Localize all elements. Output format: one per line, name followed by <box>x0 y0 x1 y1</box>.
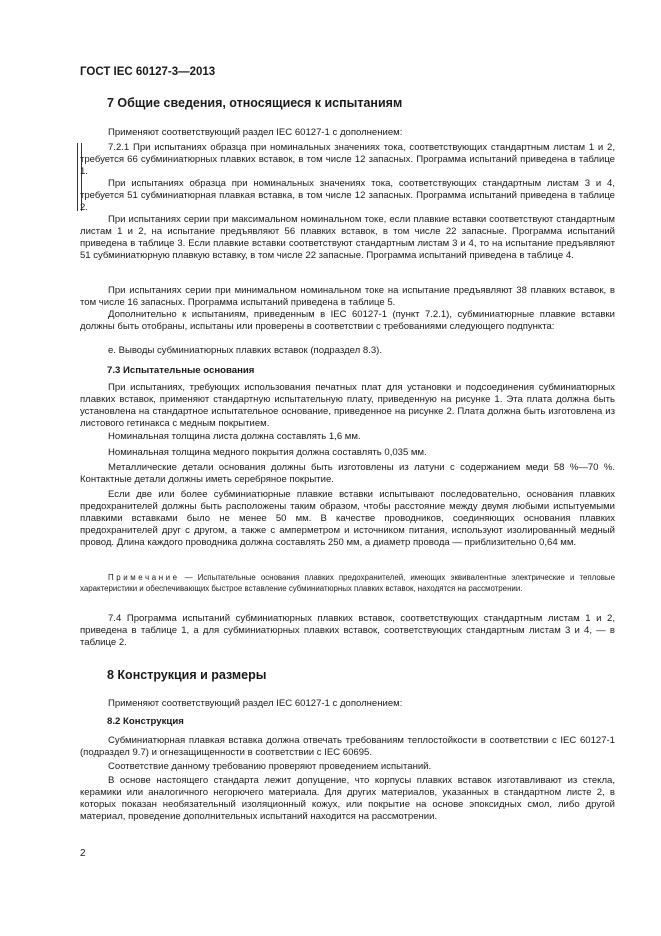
paragraph: Металлические детали основания должны быть изготовлены из латуни с содержанием меди 58 %—70 %. Контактные детали должны иметь серебряное покрытие. <box>80 462 615 486</box>
paragraph: Соответствие данному требованию проверяют проведением испытаний. <box>108 761 432 772</box>
paragraph: Если две или более субминиатюрные плавкие вставки испытывают последовательно, основания плавких предохранителей должны быть расположены таким образом, чтобы расстояние между двумя любыми испытуемыми плавкими вставками было не менее 50 мм. В качестве проводников, соединяющих основания плавких предохранителей друг с другом, а также с амперметром и источником питания, используют изолированный медный провод. Длина каждого проводника должна составлять 250 мм, а диаметр провода — приблизительно 0,64 мм. <box>80 489 615 549</box>
list-item-e: е. Выводы субминиатюрных плавких вставок (подраздел 8.3). <box>108 345 382 356</box>
document-header: ГОСТ IEC 60127-3—2013 <box>80 66 216 78</box>
paragraph: Дополнительно к испытаниям, приведенным в IEC 60127-1 (пункт 7.2.1), субминиатюрные плавкие вставки должны быть отобраны, испытаны или проверены в соответствии с требованиями следующего подпункта: <box>80 309 615 333</box>
paragraph-7-4: 7.4 Программа испытаний субминиатюрных плавких вставок, соответствующих стандартным листам 1 и 2, приведена в таблице 1, а для субминиатюрных плавких вставок, соответствующих стандартным листам 3 и 4, — в таблице 2. <box>80 613 615 649</box>
section-8-title: 8 Конструкция и размеры <box>107 668 267 682</box>
paragraph: При испытаниях, требующих использования печатных плат для установки и подсоединения субминиатюрных плавких вставок, применяют стандартную испытательную плату, приведенную на рисунке 1. Эта плата должна быть установлена на стандартное испытательное основание, приведенное на рисунке 2. Плата должна быть изготовлена из листового гетинакса с медным покрытием. <box>80 382 615 430</box>
paragraph: В основе настоящего стандарта лежит допущение, что корпусы плавких вставок изготавливают из стекла, керамики или аналогичного негорючего материала. Для других материалов, указанных в стандартном листе 2, в которых показан необязательный изоляционный кожух, или покрытие на основе эпоксидных смол, либо другой материал, проведение дополнительных испытаний находится на рассмотрении. <box>80 775 615 823</box>
paragraph-7-2-1: 7.2.1 При испытаниях образца при номинальных значениях тока, соответствующих стандартным листам 1 и 2, требуется 66 субминиатюрных плавких вставок, в том числе 12 запасных. Программа испытаний приведена в таблице 1. <box>80 142 615 178</box>
paragraph: При испытаниях серии при минимальном номинальном токе на испытание предъявляют 38 плавких вставок, в том числе 16 запасных. Программа испытаний приведена в таблице 5. <box>80 285 615 309</box>
section-7-intro: Применяют соответствующий раздел IEC 60127-1 с дополнением: <box>108 127 403 138</box>
paragraph: Номинальная толщина медного покрытия должна составлять 0,035 мм. <box>108 447 427 458</box>
note-label: Примечание <box>108 573 180 582</box>
subsection-7-3-title: 7.3 Испытательные основания <box>107 365 255 376</box>
note-text: — Испытательные основания плавких предохранителей, имеющих эквивалентные электрические и тепловые характеристики и обеспечивающих быстрое вставление субминиатюрных плавких вставок, находятся на рассмотрении. <box>80 573 615 593</box>
note <box>80 572 615 594</box>
paragraph: Субминиатюрная плавкая вставка должна отвечать требованиям теплостойкости в соответствии с IEC 60127-1 (подраздел 9.7) и огнезащищенности в соответствии с IEC 60695. <box>80 735 615 759</box>
paragraph: При испытаниях серии при максимальном номинальном токе, если плавкие вставки соответствуют стандартным листам 1 и 2, на испытание предъявляют 56 плавких вставок, в том числе 22 запасные. Программа испытаний приведена в таблице 3. Если плавкие вставки соответствуют стандартным листам 3 и 4, то на испытание предъявляют 51 субминиатюрную плавкую вставку, в том числе 22 запасные. Программа испытаний приведена в таблице 4. <box>80 214 615 262</box>
page-number: 2 <box>80 848 86 859</box>
subsection-8-2-title: 8.2 Конструкция <box>107 716 184 727</box>
section-8-intro: Применяют соответствующий раздел IEC 60127-1 с дополнением: <box>108 698 403 709</box>
paragraph: При испытаниях образца при номинальных значениях тока, соответствующих стандартным листам 3 и 4, требуется 51 субминиатюрная плавкая вставка, в том числе 12 запасных. Программа испытаний приведена в таблице 2. <box>80 178 615 214</box>
section-7-title: 7 Общие сведения, относящиеся к испытаниям <box>107 96 403 110</box>
paragraph: Номинальная толщина листа должна составлять 1,6 мм. <box>108 431 361 442</box>
